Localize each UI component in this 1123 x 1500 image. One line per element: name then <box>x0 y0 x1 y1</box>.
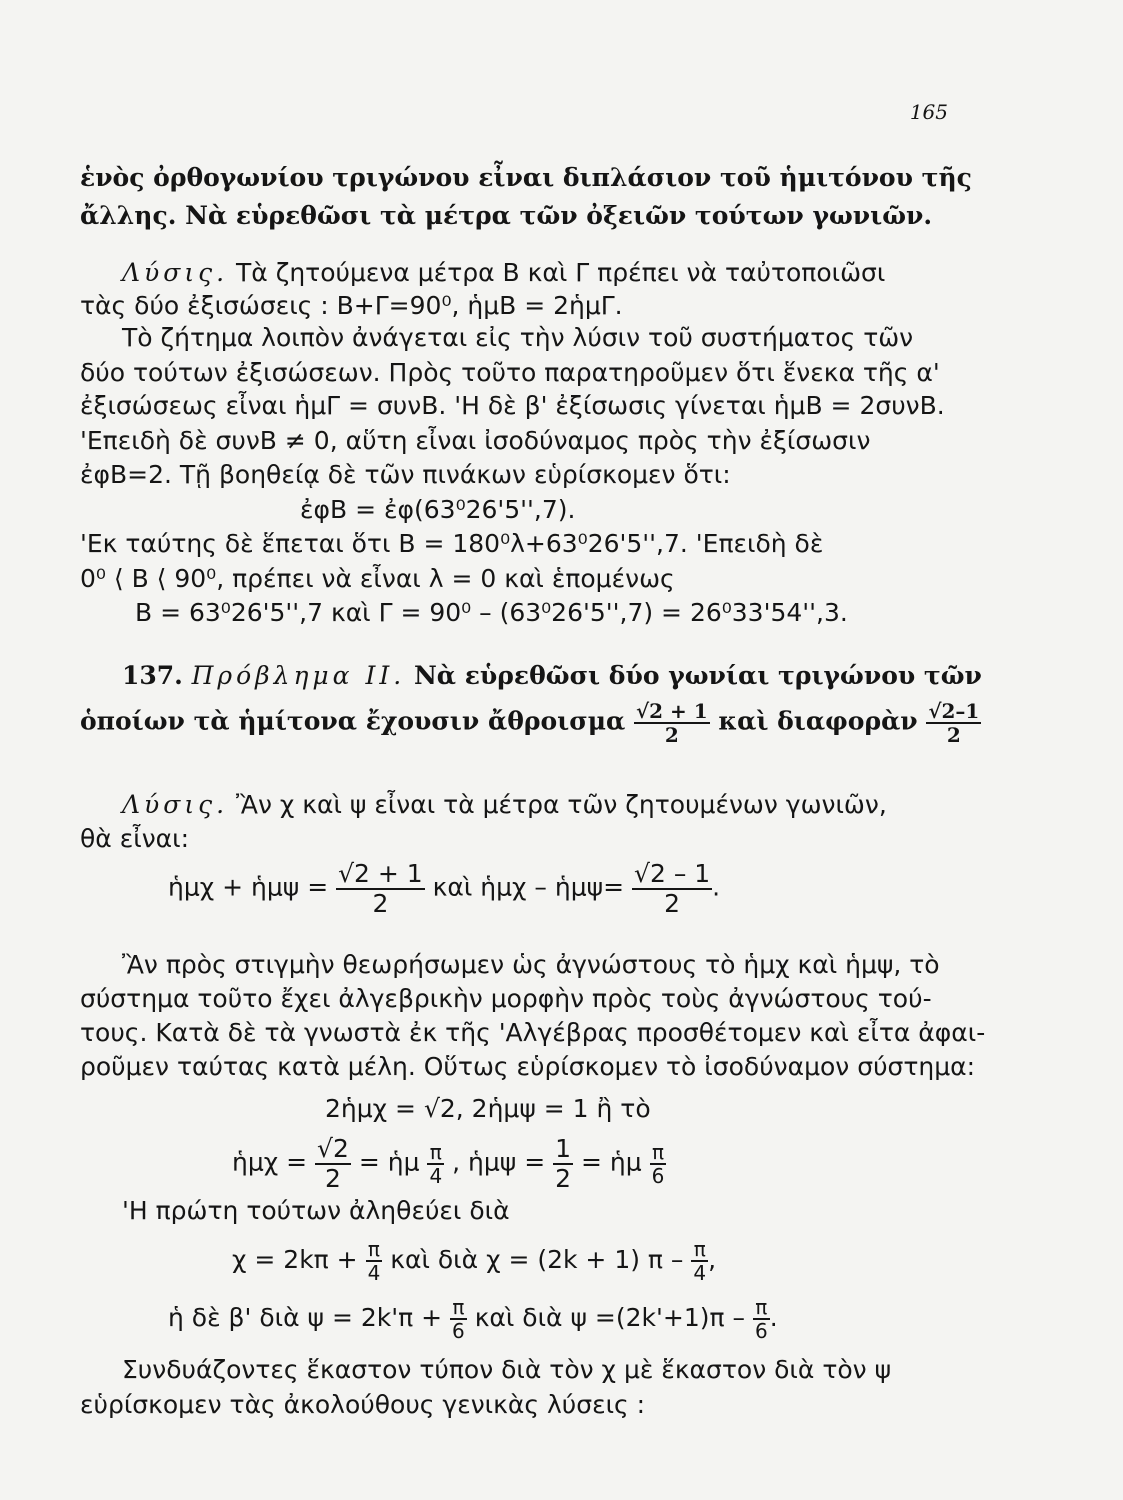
header-line-1: ἑνὸς ὀρθογωνίου τριγώνου εἶναι διπλάσιον τοῦ ἡμιτόνου τῆς <box>80 163 972 192</box>
problem-title: Πρόβλημα ΙΙ. <box>191 661 406 690</box>
page-number: 165 <box>909 100 948 124</box>
fraction-sqrt2-over-2: $\frac{√2}{2}$ <box>317 1134 349 1193</box>
problem-number: 137. <box>122 661 183 690</box>
fraction-pi-over-4-b: $\frac{\pi}{4}$ <box>693 1237 707 1285</box>
solution1-line-7: ἐφΒ=2. Τῇ βοηθείᾳ δὲ τῶν πινάκων εὑρίσκομεν ὅτι: <box>80 460 731 489</box>
fraction-one-half: $\frac{1}{2}$ <box>555 1134 572 1193</box>
equation-sines: ἡμχ = $\frac{√2}{2}$ = ἡμ $\frac{\pi}{4}$ , ἡμψ = $\frac{1}{2}$ = ἡμ $\frac{\pi}{6}$ <box>232 1134 665 1193</box>
problem-137-heading <box>122 663 982 688</box>
solution2-para-4: ροῦμεν ταύτας κατὰ μέλη. Οὕτως εὑρίσκομεν τὸ ἰσοδύναμον σύστημα: <box>80 1052 976 1081</box>
fraction-pi-over-4: $\frac{\pi}{4}$ <box>429 1139 443 1188</box>
solution1-result: Β = 63⁰26'5'',7 καὶ Γ = 90⁰ – (63⁰26'5'',7) = 26⁰33'54'',3. <box>135 598 848 627</box>
solution-label: Λύσις. <box>122 258 229 287</box>
conclusion-line-1: Συνδυάζοντες ἕκαστον τύπον διὰ τὸν χ μὲ ἕκαστον διὰ τὸν ψ <box>122 1355 892 1384</box>
solution1-line-10: 0⁰ ⟨ Β ⟨ 90⁰, πρέπει νὰ εἶναι λ = 0 καὶ ἑπομένως <box>80 564 675 593</box>
solution2-text-1: Ἂν χ καὶ ψ εἶναι τὰ μέτρα τῶν ζητουμένων γωνιῶν, <box>236 790 887 819</box>
solution2-first-holds: 'Η πρώτη τούτων ἀληθεύει διὰ <box>122 1196 510 1225</box>
fraction-sum: $\frac{√2 + 1}{2}$ <box>635 699 708 747</box>
fraction-pi-over-4-a: $\frac{\pi}{4}$ <box>367 1237 381 1285</box>
solution1-line-6: 'Επειδὴ δὲ συνΒ ≠ 0, αὕτη εἶναι ἰσοδύναμος πρὸς τὴν ἐξίσωσιν <box>80 426 871 455</box>
solution2-line-2: θὰ εἶναι: <box>80 824 190 853</box>
solution1-line-3: Τὸ ζήτημα λοιπὸν ἀνάγεται εἰς τὴν λύσιν τοῦ συστήματος τῶν <box>122 323 914 352</box>
equation-system: 2ἡμχ = √2, 2ἡμψ = 1 ἢ τὸ <box>325 1094 651 1123</box>
fraction-pi-over-6-a: $\frac{\pi}{6}$ <box>452 1295 465 1343</box>
solution2-para-3: τους. Κατὰ δὲ τὰ γνωστὰ ἐκ τῆς 'Αλγέβρας προσθέτομεν καὶ εἶτα ἀφαι- <box>80 1018 986 1047</box>
equation-sum-difference: ἡμχ + ἡμψ = $\frac{√2 + 1}{2}$ καὶ ἡμχ – ἡμψ= $\frac{√2 - 1}{2}$ . <box>168 859 721 918</box>
conclusion-line-2: εὑρίσκομεν τὰς ἀκολούθους γενικὰς λύσεις : <box>80 1390 646 1419</box>
solution2-para-2: σύστημα τοῦτο ἔχει ἀλγεβρικὴν μορφὴν πρὸς τοὺς ἀγνώστους τού- <box>80 984 932 1013</box>
equation-x-solutions: χ = 2kπ + $\frac{\pi}{4}$ καὶ διὰ χ = (2k + 1) π – $\frac{\pi}{4}$ , <box>232 1237 717 1285</box>
solution-label-2: Λύσις. <box>122 790 229 819</box>
header-line-2: ἄλλης. Νὰ εὑρεθῶσι τὰ μέτρα τῶν ὀξειῶν τούτων γωνιῶν. <box>80 201 933 230</box>
fraction-eq1-2: $\frac{√2 - 1}{2}$ <box>634 859 711 918</box>
problem-text-2b: καὶ διαφορὰν <box>718 706 918 736</box>
fraction-pi-over-6-b: $\frac{\pi}{6}$ <box>754 1295 768 1343</box>
problem-text-1: Νὰ εὑρεθῶσι δύο γωνίαι τριγώνου τῶν <box>413 661 982 690</box>
solution1-text-1: Τὰ ζητούμενα μέτρα Β καὶ Γ πρέπει νὰ ταὐτοποιῶσι <box>236 258 886 287</box>
solution2-para-1: Ἂν πρὸς στιγμὴν θεωρήσωμεν ὡς ἀγνώστους τὸ ἡμχ καὶ ἡμψ, τὸ <box>122 950 940 979</box>
equation-tanB: ἐφΒ = ἐφ(63⁰26'5'',7). <box>300 495 576 524</box>
problem-text-2a: ὁποίων τὰ ἡμίτονα ἔχουσιν ἄθροισμα <box>80 706 626 736</box>
fraction-pi-over-6: $\frac{\pi}{6}$ <box>651 1139 665 1188</box>
solution1-line-9: 'Εκ ταύτης δὲ ἕπεται ὅτι Β = 180⁰λ+63⁰26'5'',7. 'Επειδὴ δὲ <box>80 529 824 558</box>
solution2-line-1 <box>122 792 887 817</box>
equation-y-solutions: ἡ δὲ β' διὰ ψ = 2k'π + $\frac{\pi}{6}$ καὶ διὰ ψ =(2k'+1)π – $\frac{\pi}{6}$ . <box>168 1295 778 1343</box>
solution1-line-2: τὰς δύο ἐξισώσεις : Β+Γ=90⁰, ἡμΒ = 2ἡμΓ. <box>80 291 623 320</box>
fraction-eq1-1: $\frac{√2 + 1}{2}$ <box>338 859 423 918</box>
solution1-line-1 <box>122 260 885 285</box>
solution1-line-4: δύο τούτων ἐξισώσεων. Πρὸς τοῦτο παρατηροῦμεν ὅτι ἕνεκα τῆς α' <box>80 358 940 387</box>
problem-137-line-2 <box>80 700 981 746</box>
solution1-line-5: ἐξισώσεως εἶναι ἡμΓ = συνΒ. 'Η δὲ β' ἐξίσωσις γίνεται ἡμΒ = 2συνΒ. <box>80 391 945 420</box>
fraction-difference: $\frac{√2-1}{2}$ <box>928 699 980 747</box>
